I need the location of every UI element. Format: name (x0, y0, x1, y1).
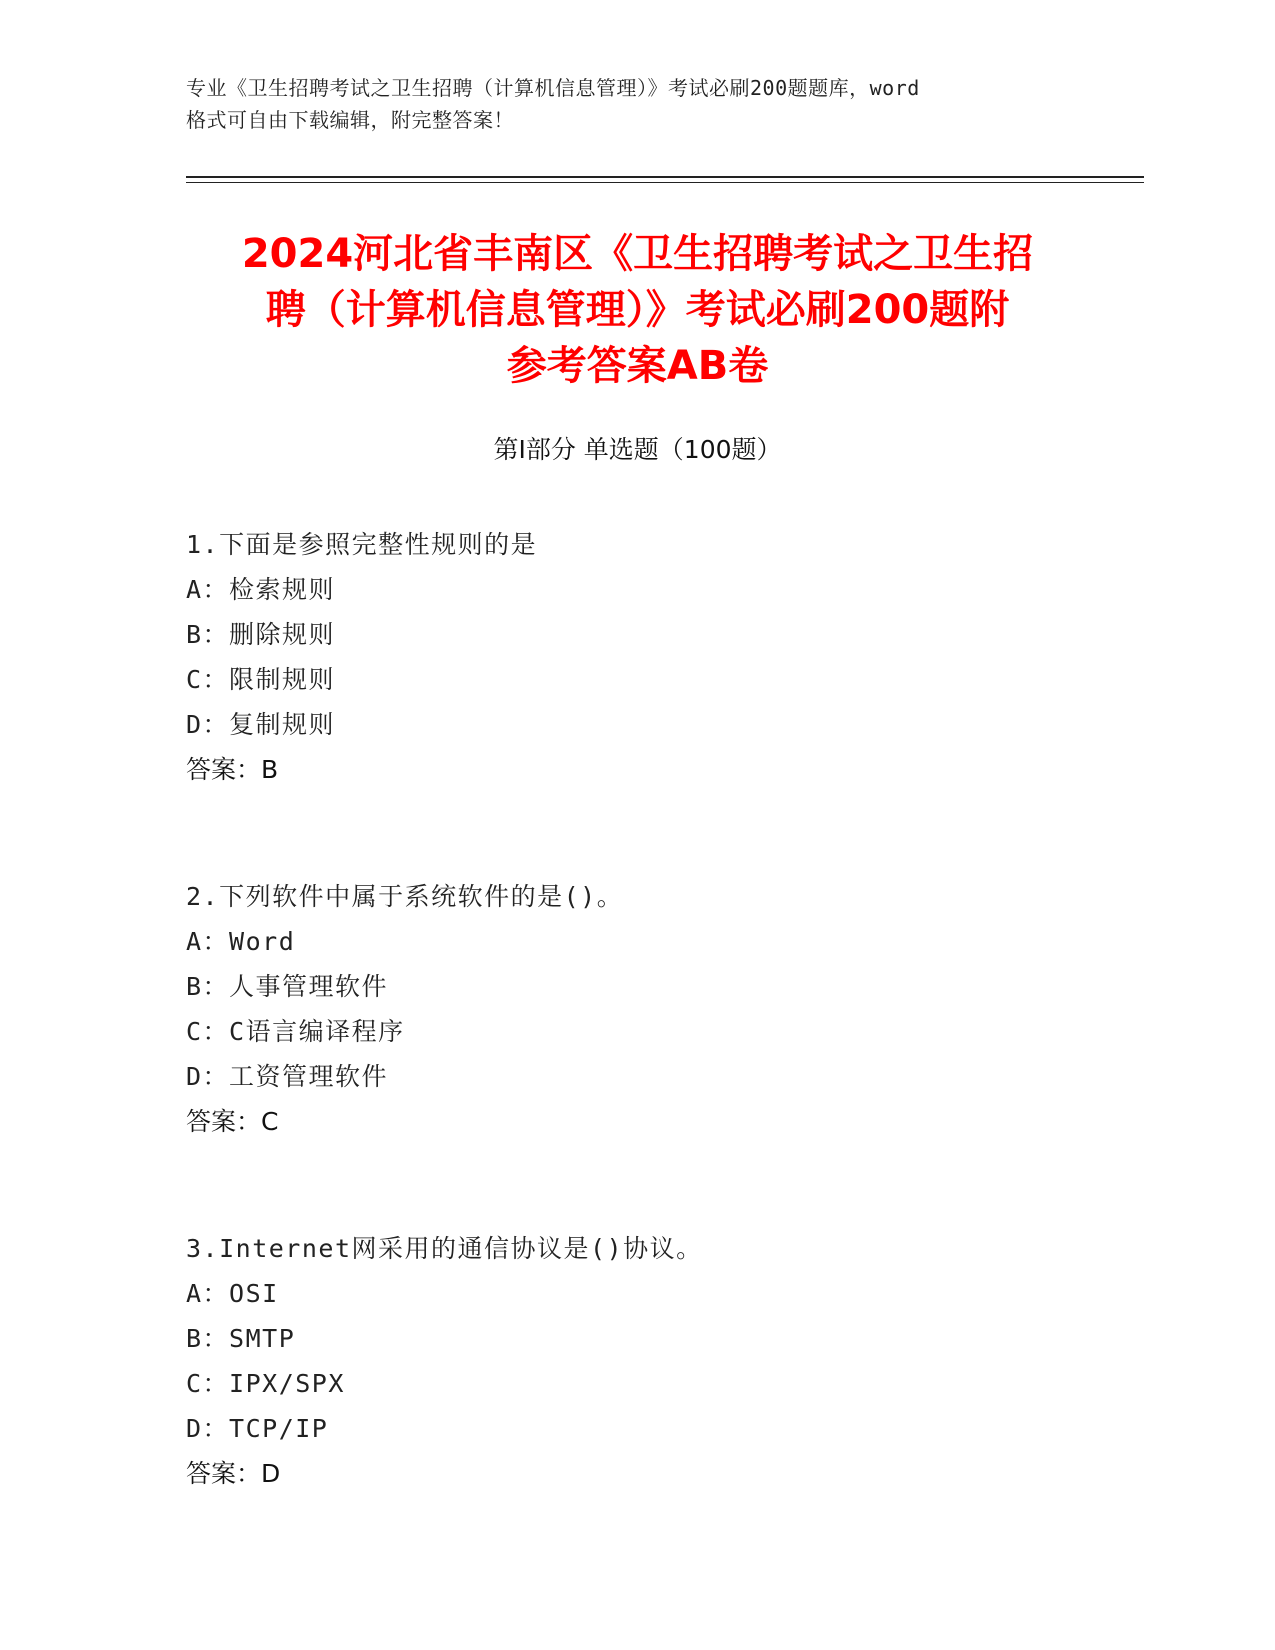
answer-key: 答案：D (186, 1459, 281, 1488)
option-c: C：限制规则 (186, 665, 336, 694)
answer-key: 答案：B (186, 755, 279, 784)
header-divider-thick (186, 176, 1144, 178)
question-spacer (186, 1144, 1086, 1226)
header-note (186, 72, 1086, 136)
document-title (186, 226, 1089, 394)
question-stem: 2.下列软件中属于系统软件的是()。 (186, 882, 624, 911)
section-title: 第Ⅰ部分 单选题（100题） (493, 435, 782, 464)
option-d: D：TCP/IP (186, 1414, 329, 1443)
document-title-line-1: 2024河北省丰南区《卫生招聘考试之卫生招 (241, 231, 1034, 277)
header-note-line-1: 专业《卫生招聘考试之卫生招聘（计算机信息管理）》考试必刷200题题库，word (186, 76, 920, 100)
option-d: D：工资管理软件 (186, 1062, 389, 1091)
question-stem: 3.Internet网采用的通信协议是()协议。 (186, 1234, 703, 1263)
document-title-line-3: 参考答案AB卷 (506, 343, 769, 389)
option-b: B：人事管理软件 (186, 972, 389, 1001)
option-b: B：SMTP (186, 1324, 296, 1353)
option-a: A：检索规则 (186, 575, 336, 604)
question-spacer (186, 792, 1086, 874)
option-c: C：IPX/SPX (186, 1369, 345, 1398)
option-a: A：OSI (186, 1279, 279, 1308)
question-1 (186, 522, 1086, 792)
document-title-line-2: 聘（计算机信息管理）》考试必刷200题附 (265, 287, 1010, 333)
question-list (186, 522, 1086, 1496)
question-3 (186, 1226, 1086, 1496)
option-c: C：C语言编译程序 (186, 1017, 405, 1046)
header-note-line-2: 格式可自由下载编辑，附完整答案！ (186, 108, 514, 132)
question-stem: 1.下面是参照完整性规则的是 (186, 530, 538, 559)
answer-key: 答案：C (186, 1107, 279, 1136)
question-2 (186, 874, 1086, 1144)
header-divider-thin (186, 182, 1144, 183)
option-d: D：复制规则 (186, 710, 336, 739)
option-b: B：删除规则 (186, 620, 336, 649)
option-a: A：Word (186, 927, 296, 956)
